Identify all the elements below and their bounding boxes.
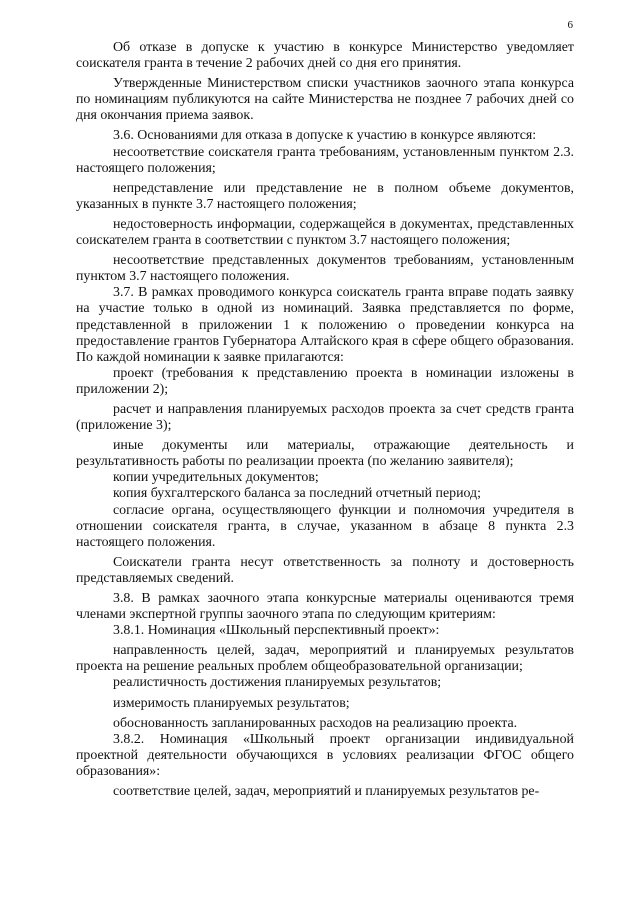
- paragraph: копия бухгалтерского баланса за последний отчетный период;: [113, 486, 481, 502]
- paragraph: копии учредительных документов;: [113, 470, 319, 486]
- paragraph: 3.8.2. Номинация «Школьный проект организации индивидуальной проектной деятельности обучающихся в условиях реализации ФГОС общего образования»:: [76, 731, 574, 779]
- paragraph: 3.8. В рамках заочного этапа конкурсные материалы оцениваются тремя членами экспертной группы заочного этапа по следующим критериям:: [76, 591, 574, 623]
- paragraph: 3.7. В рамках проводимого конкурса соискатель гранта вправе подать заявку на участие только в одной из номинаций. Заявка представляется по форме, представленной в приложении 1 к положению о проведении конкурса на предоставление грантов Губернатора Алтайского края в сфере общего образования. По каждой номинации к заявке прилагаются:: [76, 285, 574, 365]
- paragraph: реалистичность достижения планируемых результатов;: [113, 675, 442, 691]
- paragraph: расчет и направления планируемых расходов проекта за счет средств гранта (приложение 3);: [76, 401, 574, 434]
- paragraph: иные документы или материалы, отражающие деятельность и результативность работы по реализации проекта (по желанию заявителя);: [76, 438, 574, 470]
- paragraph: несоответствие представленных документов требованиям, установленным пунктом 3.7 настоящего положения.: [76, 253, 574, 285]
- paragraph: Утвержденные Министерством списки участников заочного этапа конкурса по номинациям публикуются на сайте Министерства не позднее 7 рабочих дней со дня окончания приема заявок.: [76, 76, 574, 124]
- document-body: [76, 40, 574, 800]
- paragraph: 3.8.1. Номинация «Школьный перспективный проект»:: [113, 623, 440, 639]
- paragraph: непредставление или представление не в полном объеме документов, указанных в пункте 3.7 настоящего положения;: [76, 180, 574, 212]
- paragraph: несоответствие соискателя гранта требованиям, установленным пунктом 2.3. настоящего положения;: [76, 144, 574, 176]
- paragraph: согласие органа, осуществляющего функции и полномочия учредителя в отношении соискателя гранта, в случае, указанном в абзаце 8 пункта 2.3 настоящего положения.: [76, 502, 574, 550]
- paragraph: измеримость планируемых результатов;: [113, 695, 350, 711]
- paragraph: обоснованность запланированных расходов на реализацию проекта.: [113, 715, 518, 731]
- paragraph: соответствие целей, задач, мероприятий и планируемых результатов ре-: [113, 784, 540, 800]
- page-number: 6: [567, 19, 573, 31]
- paragraph: 3.6. Основаниями для отказа в допуске к участию в конкурсе являются:: [113, 128, 537, 144]
- paragraph: направленность целей, задач, мероприятий и планируемых результатов проекта на решение реальных проблем общеобразовательной организации;: [76, 643, 574, 675]
- paragraph: Об отказе в допуске к участию в конкурсе Министерство уведомляет соискателя гранта в течение 2 рабочих дней со дня его принятия.: [76, 40, 574, 72]
- paragraph: недостоверность информации, содержащейся в документах, представленных соискателем гранта в соответствии с пунктом 3.7 настоящего положения;: [76, 216, 574, 249]
- paragraph: Соискатели гранта несут ответственность за полноту и достоверность представляемых сведений.: [76, 554, 574, 586]
- paragraph: проект (требования к представлению проекта в номинации изложены в приложении 2);: [76, 365, 574, 397]
